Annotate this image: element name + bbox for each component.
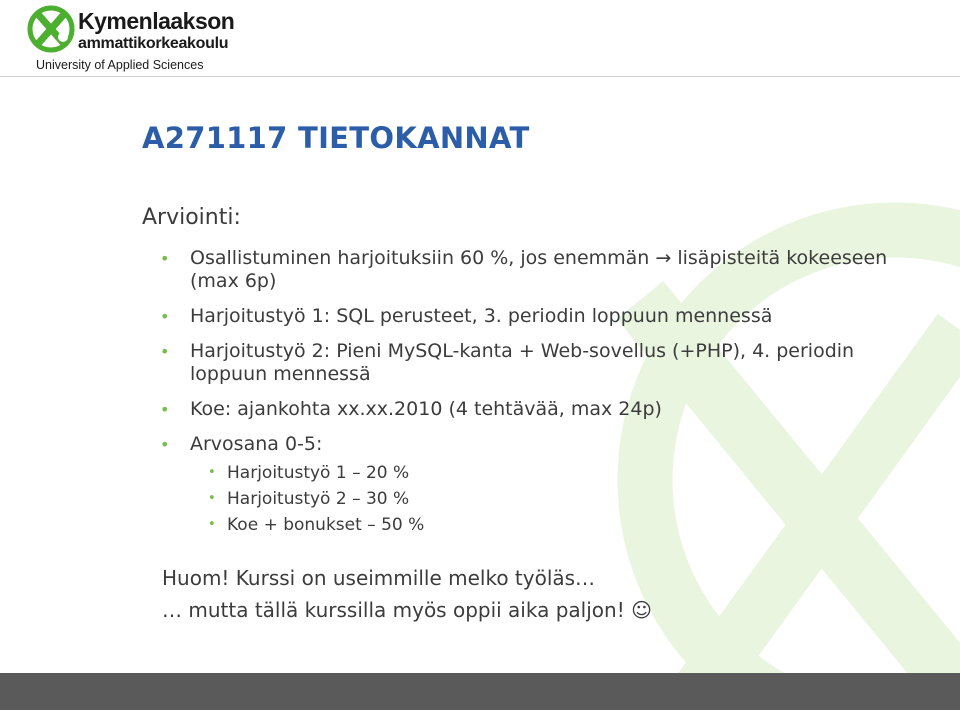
sublist-item: • Harjoitustyö 2 – 30 % — [190, 488, 920, 510]
list-item: • Harjoitustyö 2: Pieni MySQL-kanta + Web-sovellus (+PHP), 4. periodin loppuun mennessä — [160, 340, 920, 386]
header-divider — [0, 76, 960, 77]
evaluation-list — [160, 247, 920, 548]
note-line-2: … mutta tällä kurssilla myös oppii aika paljon! ☺ — [162, 598, 652, 622]
sublist-item: • Koe + bonukset – 50 % — [190, 514, 920, 536]
logo-emblem-icon — [26, 4, 76, 54]
sublist-item: • Harjoitustyö 1 – 20 % — [190, 462, 920, 484]
kyamk-logo — [26, 4, 235, 74]
slide-title: A271117 TIETOKANNAT — [142, 121, 530, 155]
logo-line1: Kymenlaakson — [78, 8, 235, 34]
note-line-1: Huom! Kurssi on useimmille melko työläs… — [162, 566, 596, 590]
list-item: • Osallistuminen harjoituksiin 60 %, jos enemmän → lisäpisteitä kokeeseen (max 6p) — [160, 247, 920, 293]
logo-line2: ammattikorkeakoulu — [78, 35, 229, 52]
logo-text — [36, 7, 235, 72]
logo-line3: University of Applied Sciences — [36, 58, 204, 72]
footer-bar — [0, 673, 960, 710]
list-item: • Koe: ajankohta xx.xx.2010 (4 tehtävää, max 24p) — [160, 398, 920, 421]
list-item: • Harjoitustyö 1: SQL perusteet, 3. periodin loppuun mennessä — [160, 305, 920, 328]
grading-sublist — [190, 462, 920, 536]
list-item-grading — [160, 433, 920, 536]
slide-subtitle: Arviointi: — [142, 205, 241, 230]
list-item-label: Arvosana 0-5: — [190, 433, 323, 455]
